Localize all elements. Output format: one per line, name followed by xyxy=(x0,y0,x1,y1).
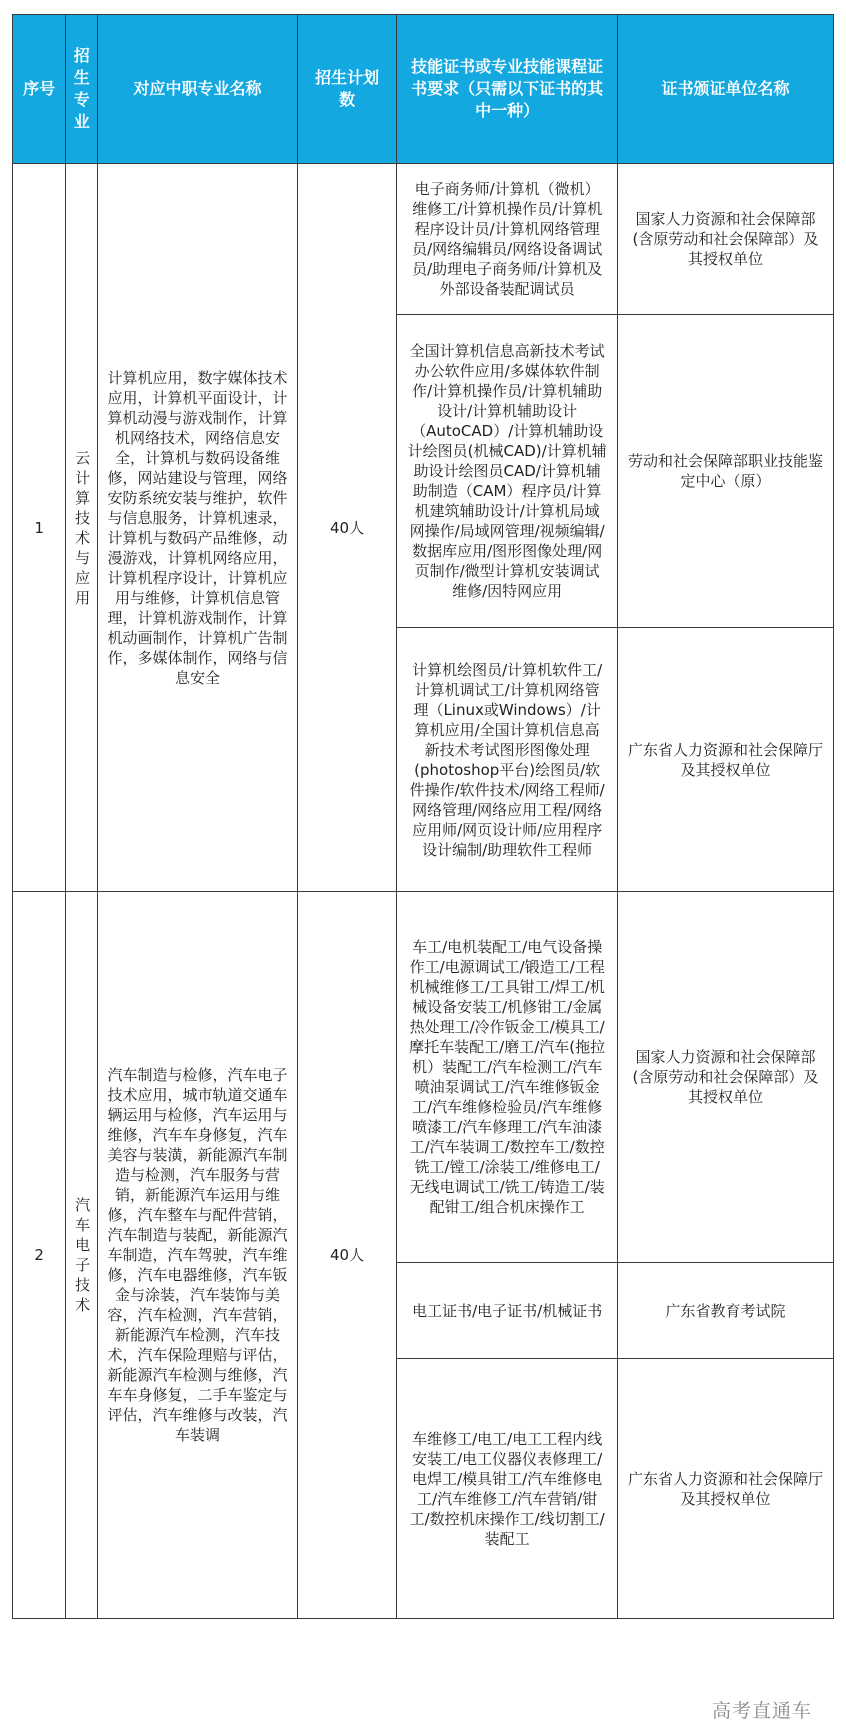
cert-requirement: 全国计算机信息高新技术考试 办公软件应用/多媒体软件制作/计算机操作员/计算机辅助设计/计算机辅助设计（AutoCAD）/计算机辅助设计绘图员(机械CAD)/计算机辅助设计绘图员CAD/计算机辅助制造（CAM）程序员/计算机建筑辅助设计/计算机局域网操作/局域网管理/视频编辑/数据库应用/图形图像处理/网页制作/微型计算机安装调试维修/因特网应用 xyxy=(397,315,617,628)
watermark-text: 高考直通车 xyxy=(711,1700,812,1722)
row-major: 汽车电子技术 xyxy=(66,892,98,1619)
cert-issuer: 劳动和社会保障部职业技能鉴定中心（原） xyxy=(617,315,833,628)
table-body xyxy=(13,164,834,1619)
header-issuer: 证书颁证单位名称 xyxy=(617,15,833,164)
cert-issuer: 国家人力资源和社会保障部(含原劳动和社会保障部）及其授权单位 xyxy=(617,892,833,1263)
cert-requirement: 电工证书/电子证书/机械证书 xyxy=(397,1263,617,1359)
cert-issuer: 广东省人力资源和社会保障厅及其授权单位 xyxy=(617,628,833,892)
table-row xyxy=(13,892,834,1263)
header-plan: 招生计划数 xyxy=(297,15,397,164)
cert-issuer: 广东省人力资源和社会保障厅及其授权单位 xyxy=(617,1359,833,1619)
cert-requirement: 车工/电机装配工/电气设备操作工/电源调试工/锻造工/工程机械维修工/工具钳工/焊工/机械设备安装工/机修钳工/金属热处理工/冷作钣金工/模具工/摩托车装配工/磨工/汽车(拖拉机）装配工/汽车检测工/汽车喷油泵调试工/汽车维修钣金工/汽车维修检验员/汽车维修喷漆工/汽车修理工/汽车油漆工/汽车装调工/数控车工/数控铣工/镗工/涂装工/维修电工/无线电调试工/铣工/铸造工/装配钳工/组合机床操作工 xyxy=(397,892,617,1263)
table-header xyxy=(13,15,834,164)
cert-requirement: 计算机绘图员/计算机软件工/计算机调试工/计算机网络管理（Linux或Windows）/计算机应用/全国计算机信息高新技术考试图形图像处理(photoshop平台)绘图员/软件操作/软件技术/网络工程师/网络管理/网络应用工程/网络应用师/网页设计师/应用程序设计编制/助理软件工程师 xyxy=(397,628,617,892)
enrollment-table xyxy=(12,14,834,1619)
row-plan: 40人 xyxy=(297,164,397,892)
row-mid-majors: 汽车制造与检修，汽车电子技术应用，城市轨道交通车辆运用与检修，汽车运用与维修，汽车车身修复，汽车美容与装潢，新能源汽车制造与检测，汽车服务与营销，新能源汽车运用与维修，汽车整车与配件营销，汽车制造与装配，新能源汽车制造，汽车驾驶，汽车维修，汽车电器维修，汽车钣金与涂装，汽车装饰与美容，汽车检测，汽车营销，新能源汽车检测，汽车技术，汽车保险理赔与评估，新能源汽车检测与维修，汽车车身修复，二手车鉴定与评估，汽车维修与改装，汽车装调 xyxy=(98,892,297,1619)
row-seq: 2 xyxy=(13,892,66,1619)
row-mid-majors: 计算机应用，数字媒体技术应用，计算机平面设计，计算机动漫与游戏制作，计算机网络技术，网络信息安全，计算机与数码设备维修，网站建设与管理，网络安防系统安装与维护，软件与信息服务，计算机速录，计算机与数码产品维修，动漫游戏，计算机网络应用，计算机程序设计，计算机应用与维修，计算机信息管理，计算机游戏制作，计算机动画制作，计算机广告制作，多媒体制作，网络与信息安全 xyxy=(98,164,297,892)
header-cert-requirement: 技能证书或专业技能课程证书要求（只需以下证书的其中一种） xyxy=(397,15,617,164)
table-wrapper xyxy=(12,14,834,1619)
cert-issuer: 广东省教育考试院 xyxy=(617,1263,833,1359)
cert-issuer: 国家人力资源和社会保障部(含原劳动和社会保障部）及其授权单位 xyxy=(617,164,833,315)
row-plan: 40人 xyxy=(297,892,397,1619)
row-major: 云计算技术与应用 xyxy=(66,164,98,892)
header-mid-major: 对应中职专业名称 xyxy=(98,15,297,164)
header-row xyxy=(13,15,834,164)
row-seq: 1 xyxy=(13,164,66,892)
header-major: 招生专业 xyxy=(66,15,98,164)
cert-requirement: 电子商务师/计算机（微机）维修工/计算机操作员/计算机程序设计员/计算机网络管理员/网络编辑员/网络设备调试员/助理电子商务师/计算机及外部设备装配调试员 xyxy=(397,164,617,315)
table-row xyxy=(13,164,834,315)
cert-requirement: 车维修工/电工/电工工程内线安装工/电工仪器仪表修理工/电焊工/模具钳工/汽车维修电工/汽车维修工/汽车营销/钳工/数控机床操作工/线切割工/装配工 xyxy=(397,1359,617,1619)
header-seq: 序号 xyxy=(13,15,66,164)
